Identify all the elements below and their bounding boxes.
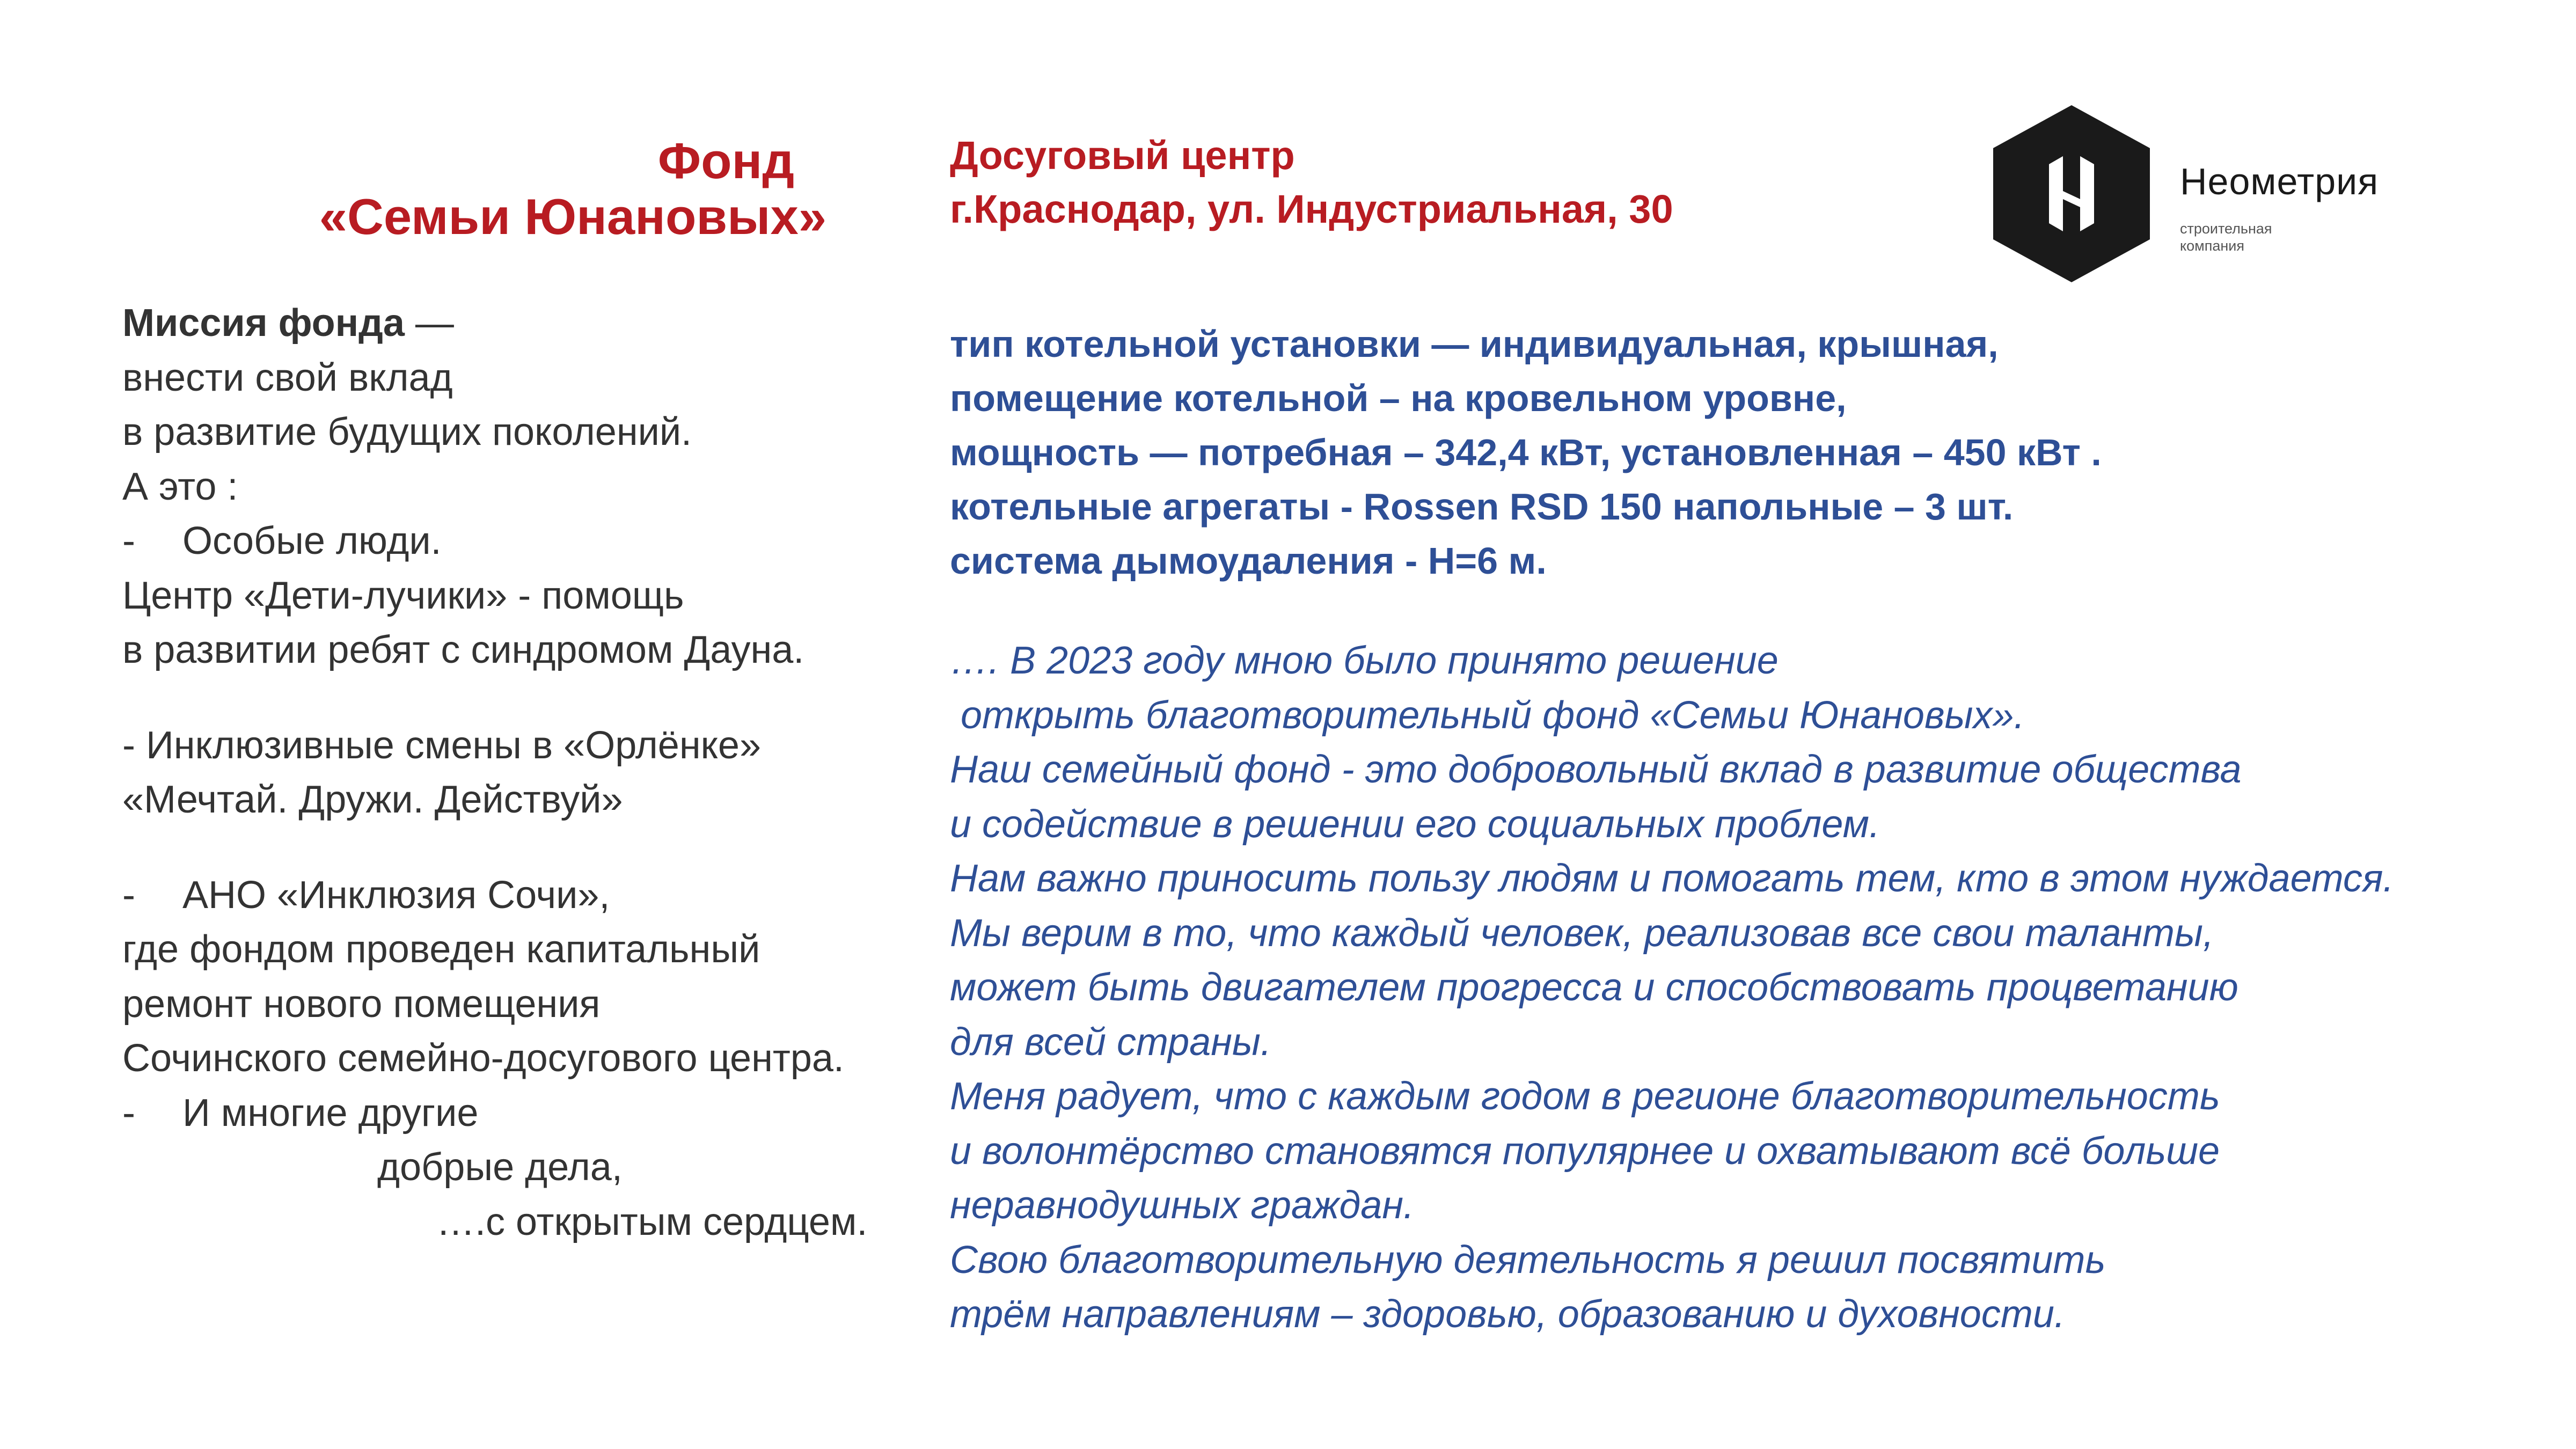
quote-line: Мы верим в то, что каждый человек, реализовав все свои таланты, xyxy=(950,911,2214,955)
mission-detail: где фондом проведен капитальный xyxy=(122,928,760,971)
quote-line: может быть двигателем прогресса и способствовать процветанию xyxy=(950,966,2238,1009)
spec-line: помещение котельной – на кровельном уровне, xyxy=(950,377,1847,419)
mission-detail: Сочинского семейно-досугового центра. xyxy=(122,1037,844,1080)
quote-line: Свою благотворительную деятельность я решил посвятить xyxy=(950,1238,2106,1282)
mission-tail: ….с открытым сердцем. xyxy=(436,1200,868,1243)
mission-item-inclusion-sochi xyxy=(122,868,917,923)
mission-detail: Центр «Дети-лучики» - помощь xyxy=(122,574,684,617)
quote-line: …. В 2023 году мною было принято решение xyxy=(950,639,1779,682)
spec-line: тип котельной установки — индивидуальная, крышная, xyxy=(950,323,1999,365)
list-marker: - xyxy=(122,873,135,917)
quote-line: для всей страны. xyxy=(950,1020,1271,1064)
quote-line: открыть благотворительный фонд «Семьи Юнановых». xyxy=(950,693,2025,737)
mission-heading xyxy=(122,296,917,351)
fund-title xyxy=(161,133,826,245)
mission-item-many-others xyxy=(122,1086,917,1141)
mission-label: Миссия фонда xyxy=(122,302,405,345)
fund-title-line2: «Семьи Юнановых» xyxy=(319,188,826,245)
center-heading-address: г.Краснодар, ул. Индустриальная, 30 xyxy=(950,187,1673,231)
logo-subtitle-line2: компания xyxy=(2180,238,2244,254)
spec-line: котельные агрегаты - Rossen RSD 150 напольные – 3 шт. xyxy=(950,486,2014,528)
mission-line: А это : xyxy=(122,465,238,508)
mission-line: внести свой вклад xyxy=(122,356,453,399)
quote-line: неравнодушных граждан. xyxy=(950,1184,1414,1227)
mission-item-special-people xyxy=(122,514,917,569)
mission-dash: — xyxy=(404,302,454,345)
mission-detail: «Мечтай. Дружи. Действуй» xyxy=(122,778,623,821)
quote-line: и волонтёрство становятся популярнее и охватывают всё больше xyxy=(950,1129,2220,1173)
mission-tail: добрые дела, xyxy=(377,1146,623,1189)
spec-line: мощность — потребная – 342,4 кВт, установленная – 450 кВт . xyxy=(950,431,2102,473)
logo-subtitle xyxy=(2180,220,2272,254)
mission-item-orlyonok: - Инклюзивные смены в «Орлёнке» xyxy=(122,723,762,767)
mission-item-text: И многие другие xyxy=(182,1091,479,1135)
mission-detail: ремонт нового помещения xyxy=(122,982,601,1026)
mission-detail: в развитии ребят с синдромом Дауна. xyxy=(122,628,804,671)
mission-item-text: Особые люди. xyxy=(182,519,442,562)
center-heading-line1: Досуговый центр xyxy=(950,133,1295,178)
list-marker: - xyxy=(122,519,135,562)
spec-line: система дымоудаления - Н=6 м. xyxy=(950,540,1547,582)
quote-line: и содействие в решении его социальных проблем. xyxy=(950,802,1880,846)
fund-title-line1: Фонд xyxy=(657,133,794,189)
quote-line: Нам важно приносить пользу людям и помогать тем, кто в этом нуждается. xyxy=(950,857,2394,900)
quote-line: трём направлениям – здоровью, образованию и духовности. xyxy=(950,1293,2065,1336)
mission-line: в развитие будущих поколений. xyxy=(122,411,692,453)
founder-quote xyxy=(950,634,2394,1342)
quote-line: Наш семейный фонд - это добровольный вклад в развитие общества xyxy=(950,748,2242,791)
logo-subtitle-line1: строительная xyxy=(2180,221,2272,237)
list-marker: - xyxy=(122,1091,135,1135)
quote-line: Меня радует, что с каждым годом в регионе благотворительность xyxy=(950,1075,2220,1118)
logo-name: Неометрия xyxy=(2180,160,2379,202)
mission-item-text: АНО «Инклюзия Сочи», xyxy=(182,873,610,917)
neometria-hexagon-icon xyxy=(1991,105,2152,282)
center-heading xyxy=(950,129,1673,236)
mission-block xyxy=(122,296,917,1249)
boiler-specs xyxy=(950,317,2102,588)
